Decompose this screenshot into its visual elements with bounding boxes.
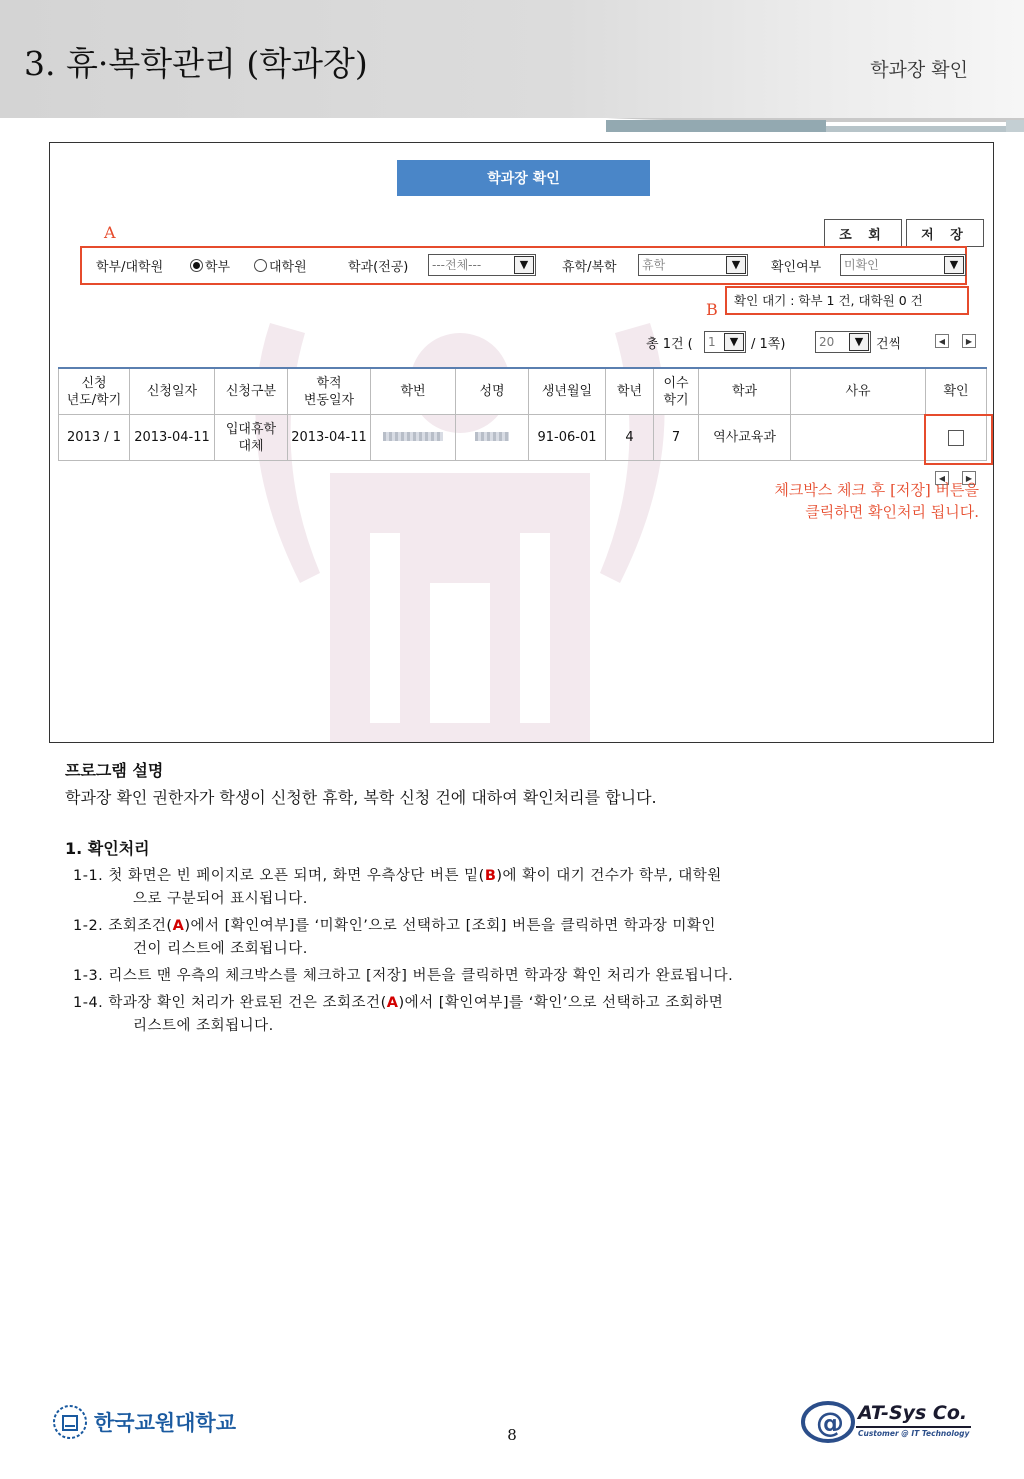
col-terms: 이수 학기 <box>654 368 699 415</box>
page-subtitle: 학과장 확인 <box>870 59 968 81</box>
instruction-1-4: 1-4. 학과장 확인 처리가 완료된 건은 조회조건(A)에서 [확인여부]를 ‘확인’으로 선택하고 조회하면 리스트에 조회됩니다. <box>73 995 724 1034</box>
chevron-down-icon: ▼ <box>849 333 869 351</box>
per-page-select[interactable]: 20 ▼ <box>815 331 871 353</box>
cell-student-id <box>371 415 456 461</box>
confirm-select[interactable]: 미확인 ▼ <box>840 254 966 276</box>
chevron-down-icon: ▼ <box>726 256 746 274</box>
university-name: 한국교원대학교 <box>94 1411 237 1435</box>
mark-a: A <box>172 918 185 934</box>
scroll-right-icon[interactable]: ▶ <box>962 471 976 485</box>
search-button[interactable]: 조 회 <box>824 219 902 247</box>
header-swoosh-decoration <box>0 118 1024 134</box>
radio-grad[interactable]: 대학원 <box>254 256 307 275</box>
col-confirm: 확인 <box>926 368 987 415</box>
page-header <box>0 0 1024 118</box>
pending-count-status: 확인 대기 : 학부 1 건, 대학원 0 건 <box>734 293 923 308</box>
page-number: 8 <box>507 1426 517 1444</box>
type-select[interactable]: 휴학 ▼ <box>638 254 748 276</box>
dept-select[interactable]: ---전체--- ▼ <box>428 254 536 276</box>
request-table <box>58 367 987 461</box>
table-row[interactable] <box>59 415 987 461</box>
col-dept: 학과 <box>699 368 791 415</box>
col-reason: 사유 <box>791 368 926 415</box>
cell-apply-date: 2013-04-11 <box>130 415 215 461</box>
company-tagline: Customer @ IT Technology <box>858 1429 970 1438</box>
screenshot-frame <box>49 142 994 743</box>
radio-selected-icon <box>190 259 203 272</box>
col-grade: 학년 <box>606 368 654 415</box>
mark-b: B <box>484 868 497 884</box>
screen-title-bar: 학과장 확인 <box>397 160 650 196</box>
table-header-row <box>59 368 987 415</box>
cell-terms: 7 <box>654 415 699 461</box>
cell-reason <box>791 415 926 461</box>
description-heading: 프로그램 설명 <box>65 761 164 780</box>
save-button[interactable]: 저 장 <box>906 219 984 247</box>
col-apply-type: 신청구분 <box>215 368 288 415</box>
cell-name <box>456 415 529 461</box>
col-student-id: 학번 <box>371 368 456 415</box>
description-text: 학과장 확인 권한자가 학생이 신청한 휴학, 복학 신청 건에 대하여 확인처리를 합니다. <box>65 788 657 807</box>
col-birth: 생년월일 <box>529 368 606 415</box>
type-label: 휴학/복학 <box>562 260 617 275</box>
confirm-label: 확인여부 <box>771 260 822 275</box>
scroll-right-icon[interactable]: ▶ <box>962 334 976 348</box>
dept-label: 학과(전공) <box>348 260 409 275</box>
cell-dept: 역사교육과 <box>699 415 791 461</box>
col-name: 성명 <box>456 368 529 415</box>
cell-grade: 4 <box>606 415 654 461</box>
instructions <box>65 836 985 1038</box>
cell-change-date: 2013-04-11 <box>288 415 371 461</box>
annotation-label-b: B <box>706 300 718 319</box>
col-change-date: 학적 변동일자 <box>288 368 371 415</box>
chevron-down-icon: ▼ <box>724 333 744 351</box>
program-description <box>65 758 985 1042</box>
company-underline <box>856 1426 971 1428</box>
svg-text:@: @ <box>816 1406 844 1439</box>
annotation-label-a: A <box>104 223 116 242</box>
instruction-1-2: 1-2. 조회조건(A)에서 [확인여부]를 ‘미확인’으로 선택하고 [조회] 버튼을 클릭하면 학과장 미확인 건이 리스트에 조회됩니다. <box>73 918 716 957</box>
chevron-down-icon: ▼ <box>944 256 964 274</box>
cell-birth: 91-06-01 <box>529 415 606 461</box>
section-title: 1. 확인처리 <box>65 839 150 858</box>
col-apply-date: 신청일자 <box>130 368 215 415</box>
instruction-1-1: 1-1. 첫 화면은 빈 페이지로 오픈 되며, 화면 우측상단 버튼 밑(B)에 확이 대기 건수가 학부, 대학원 으로 구분되어 표시됩니다. <box>73 868 722 907</box>
scroll-left-icon[interactable]: ◀ <box>935 334 949 348</box>
radio-undergrad[interactable]: 학부 <box>190 256 230 275</box>
company-logo <box>800 1400 975 1446</box>
blurred-student-id <box>383 432 443 441</box>
checkbox-note: 체크박스 체크 후 [저장] 버튼을 클릭하면 확인처리 됩니다. <box>774 481 979 521</box>
cell-apply-type: 입대휴학 대체 <box>215 415 288 461</box>
col-year-term: 신청 년도/학기 <box>59 368 130 415</box>
instruction-1-3: 1-3. 리스트 맨 우측의 체크박스를 체크하고 [저장] 버튼을 클릭하면 학과장 확인 처리가 완료됩니다. <box>73 968 734 984</box>
checkbox-highlight <box>924 414 993 465</box>
mark-a: A <box>386 995 399 1011</box>
at-sign-icon <box>800 1400 856 1446</box>
page-select[interactable]: 1 ▼ <box>704 331 746 353</box>
blurred-name <box>475 432 509 441</box>
chevron-down-icon: ▼ <box>514 256 534 274</box>
company-name: AT-Sys Co. <box>858 1402 968 1424</box>
cell-year-term: 2013 / 1 <box>59 415 130 461</box>
radio-unselected-icon <box>254 259 267 272</box>
total-count: 총 1건 ( <box>646 337 693 352</box>
per-page-label: 건씩 <box>876 337 902 352</box>
level-label: 학부/대학원 <box>96 260 164 275</box>
scroll-left-icon[interactable]: ◀ <box>935 471 949 485</box>
page-count: / 1쪽) <box>751 337 786 352</box>
page-title: 3. 휴·복학관리 (학과장) <box>24 44 368 83</box>
